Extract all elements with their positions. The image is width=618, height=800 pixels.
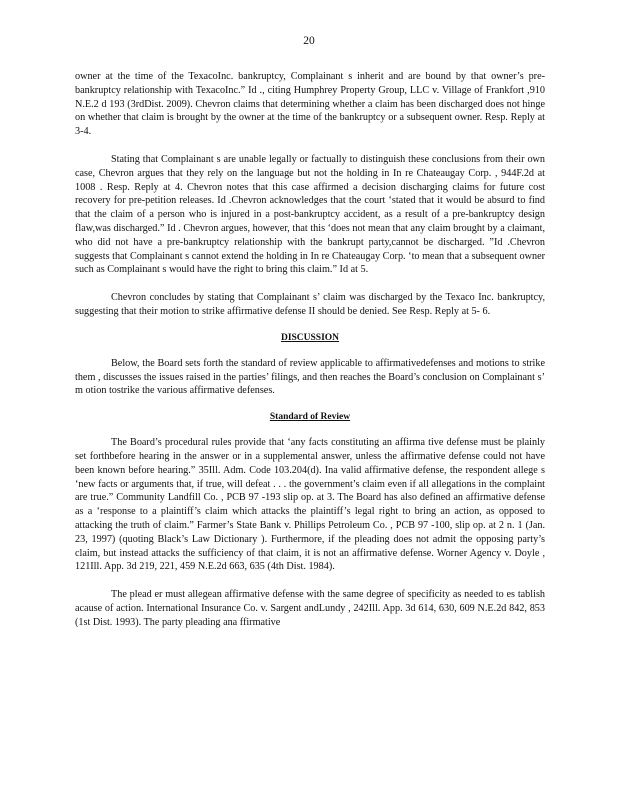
document-body bbox=[75, 70, 545, 644]
standard-of-review-heading bbox=[75, 412, 545, 422]
paragraph-owner-continuation: owner at the time of the TexacoInc. bankruptcy, Complainant s inherit and are bound by that owner’s pre-bankruptcy relationship with TexacoInc.” Id ., citing Humphrey Property Group, LLC v. Village of Frankfort ,910 N.E.2 d 193 (3rdDist. 2009). Chevron claims that determining whether a claim has been discharged does not hinge on whether that claim is brought by the owner at the time of the bankruptcy or a subsequent owner. Resp. Reply at 3-4. bbox=[75, 71, 545, 138]
standard-of-review-heading-text: Standard of Review bbox=[269, 412, 351, 423]
paragraph-discussion-intro: Below, the Board sets forth the standard of review applicable to affirmativedefenses and motions to strike them , discusses the issues raised in the parties’ filings, and then reaches the Board’s conclusion on Complainant s’ m otion tostrike the various affirmative defenses. bbox=[75, 357, 545, 397]
paragraph-pleader-specificity: The plead er must allegean affirmative defense with the same degree of specificity as needed to es tablish acause of action. International Insurance Co. v. Sargent andLundy , 242Ill. App. 3d 614, 630, 609 N.E.2d 842, 853 (1st Dist. 1993). The party pleading ana ffirmative bbox=[75, 589, 545, 628]
page-number: 20 bbox=[303, 35, 315, 47]
paragraph-procedural-rules: The Board’s procedural rules provide that ‘any facts constituting an affirma tive defense must be plainly set forthbefore hearing in the answer or in a supplemental answer, unless the affirmative defense could not have been known before hearing.” 35Ill. Adm. Code 103.204(d). Ina valid affirmative defense, the respondent allege s ‘new facts or arguments that, if true, will defeat . . . the government’s claim even if all allegations in the complaint are true.” Community Landfill Co. , PCB 97 -193 slip op. at 3. The Board has also defined an affirmative defense as a ‘response to a plaintiff’s claim which attacks the plaintiff’s legal right to bring an action, as opposed to attacking the truth of claim.” Farmer’s State Bank v. Phillips Petroleum Co. , PCB 97 -100, slip op. at 2 n. 1 (Jan. 23, 1997) (quoting Black’s Law Dictionary ). Furthermore, if the pleading does not admit the opposing party’s claim, but instead attacks the sufficiency of that claim, it is not an affirmative defense. Worner Agency v. Doyle , 121Ill. App. 3d 219, 221, 459 N.E.2d 663, 635 (4th Dist. 1984). bbox=[75, 437, 545, 573]
discussion-heading-text: DISCUSSION bbox=[280, 332, 340, 343]
discussion-heading bbox=[75, 333, 545, 343]
paragraph-chateaugay: Stating that Complainant s are unable legally or factually to distinguish these conclusions from their own case, Chevron argues that they rely on the language but not the holding in In re Chateaugay Corp. , 944F.2d at 1008 . Resp. Reply at 4. Chevron notes that this case affirmed a decision discharging claims for future cost recovery for pre-petition releases. Id .Chevron acknowledges that the court ‘stated that it would be absurd to find that the claim of a person who is injured in a post-bankruptcy accident, as a result of a pre-bankruptcy design flaw,was discharged.” Id . Chevron argues, however, that this ‘does not mean that any claim brought by a claimant, who did not have a pre-bankruptcy relationship with the bankrupt party,cannot be discharged. ”Id .Chevron suggests that Complainant s cannot extend the holding in In re Chateaugay Corp. ‘to mean that a subsequent owner such as Complainant s would have the right to bring this claim.” Id at 5. bbox=[75, 153, 545, 276]
paragraph-chevron-concludes: Chevron concludes by stating that Complainant s’ claim was discharged by the Texaco Inc. bankruptcy, suggesting that their motion to strike affirmative defense II should be denied. See Resp. Reply at 5- 6. bbox=[75, 292, 545, 317]
